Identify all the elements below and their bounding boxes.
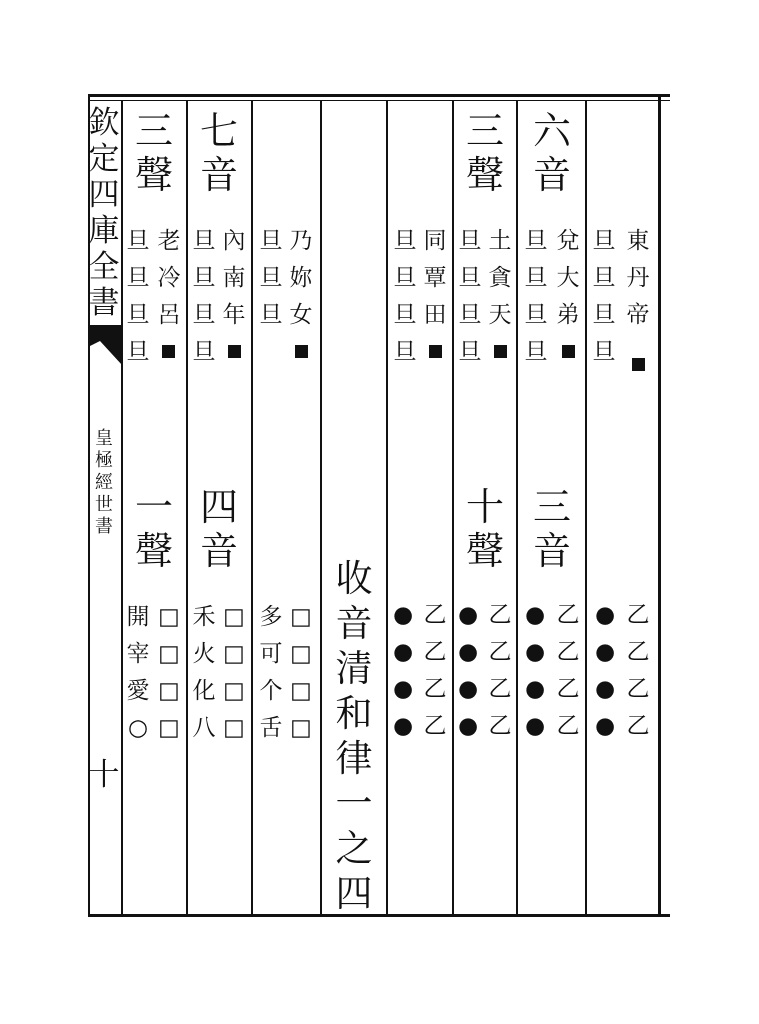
rhyme-chars: 土 貪 天 (488, 228, 512, 328)
black-square-mark (494, 345, 507, 358)
fishtail-mark (88, 325, 122, 365)
empty-boxes: □ □ □ □ (223, 604, 245, 741)
top-border (88, 94, 670, 97)
heading-liu-yin: 六 音 (532, 109, 571, 197)
book-title: 欽 定 四 庫 全 書 (88, 105, 120, 321)
black-square-mark (228, 345, 241, 358)
column-rule (320, 100, 322, 916)
yi-glyphs: 乙 乙 乙 乙 (626, 602, 650, 739)
black-square-mark (295, 345, 308, 358)
rhyme-chars: 東 丹 帝 (626, 228, 650, 328)
rhyme-chars: 同 覃 田 (423, 228, 447, 328)
empty-boxes: □ □ □ □ (290, 604, 312, 741)
section-title: 皇 極 經 世 書 (95, 428, 113, 537)
rhyme-chars-lower: 開 宰 愛 ○ (126, 604, 150, 741)
dan-column: 旦 旦 旦 旦 (393, 228, 417, 365)
yi-glyphs: 乙 乙 乙 乙 (488, 602, 512, 739)
right-border (658, 94, 661, 917)
filled-dots: ● ● ● ● (524, 602, 546, 739)
dan-column: 旦 旦 旦 旦 (192, 228, 216, 365)
dan-column: 旦 旦 旦 旦 (126, 228, 150, 365)
empty-boxes: □ □ □ □ (158, 604, 180, 741)
top-border-inner (88, 100, 670, 101)
heading-si-yin: 四 音 (199, 485, 238, 573)
column-rule (121, 100, 123, 916)
heading-yi-sheng: 一 聲 (134, 485, 173, 573)
yi-glyphs: 乙 乙 乙 乙 (556, 602, 580, 739)
yi-glyphs: 乙 乙 乙 乙 (423, 602, 447, 739)
black-square-mark (632, 358, 645, 371)
rhyme-chars: 老 冷 呂 (157, 228, 181, 328)
black-square-mark (562, 345, 575, 358)
heading-san-yin: 三 音 (532, 485, 571, 573)
column-rule (386, 100, 388, 916)
column-rule (251, 100, 253, 916)
column-rule (452, 100, 454, 916)
heading-san-sheng: 三 聲 (134, 109, 173, 197)
filled-dots: ● ● ● ● (457, 602, 479, 739)
dan-column: 旦 旦 旦 旦 (458, 228, 482, 365)
filled-dots: ● ● ● ● (594, 602, 616, 739)
dan-column: 旦 旦 旦 (259, 228, 283, 328)
column-rule (585, 100, 587, 916)
black-square-mark (429, 345, 442, 358)
section-heading: 收 音 清 和 律 一 之 四 (335, 557, 373, 915)
filled-dots: ● ● ● ● (392, 602, 414, 739)
rhyme-chars: 內 南 年 (222, 228, 246, 328)
heading-shi-sheng: 十 聲 (465, 485, 504, 573)
rhyme-chars: 兌 大 弟 (556, 228, 580, 328)
dan-column: 旦 旦 旦 旦 (592, 228, 616, 365)
rhyme-chars-lower: 多 可 个 舌 (259, 604, 283, 741)
dan-column: 旦 旦 旦 旦 (524, 228, 548, 365)
page-number: 十 (88, 757, 120, 793)
black-square-mark (162, 345, 175, 358)
column-rule (186, 100, 188, 916)
rhyme-chars: 乃 妳 女 (289, 228, 313, 328)
rhyme-chars-lower: 禾 火 化 八 (192, 604, 216, 741)
heading-qi-yin: 七 音 (199, 109, 238, 197)
heading-san-sheng: 三 聲 (465, 109, 504, 197)
column-rule (516, 100, 518, 916)
